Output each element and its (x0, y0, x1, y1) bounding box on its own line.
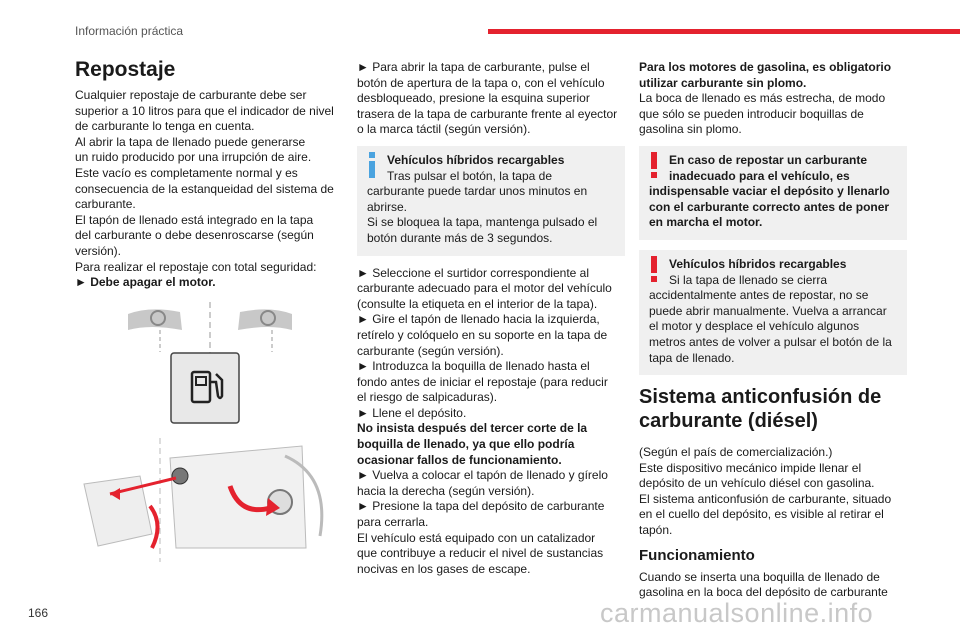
text-line: abrirse. (367, 199, 408, 214)
text-line-bold: con el carburante correcto antes de poner (649, 199, 890, 214)
text-line-bold: ► Debe apagar el motor. (75, 275, 216, 290)
text-line-bold: No insista después del tercer corte de la (357, 421, 588, 436)
info-box-hybrid (357, 146, 625, 256)
text-line: Este vacío es completamente normal y es (75, 165, 298, 180)
text-line: metros antes de volver a pulsar el botón de la (649, 334, 892, 349)
text-line-bold: Para los motores de gasolina, es obligatorio (639, 60, 892, 74)
text-line: que contribuye a reducir el nivel de sustancias (357, 546, 604, 561)
text-line: el motor y desplace el vehículo algunos (649, 319, 860, 334)
text-line: depósito de un vehículo diésel con gasolina. (639, 476, 875, 491)
text-line: hacia la derecha (según versión). (357, 483, 535, 498)
text-line: superior a 10 litros para que el indicador de nivel (75, 103, 334, 118)
text-line: para cerrarla. (357, 515, 429, 530)
column-3 (639, 60, 907, 601)
text-line: gasolina en la boca del depósito de carburante (639, 585, 888, 600)
warning-box-title: Vehículos híbridos recargables (669, 256, 847, 271)
text-line: botón durante más de 3 segundos. (367, 230, 553, 245)
text-line-bold: indispensable vaciar el depósito y llenarlo (649, 184, 890, 199)
text-line: que sólo se pueden introducir boquillas de (639, 106, 864, 121)
text-line: ► Llene el depósito. (357, 405, 467, 420)
text-line-bold: en marcha el motor. (649, 215, 763, 230)
col1-paragraph (75, 88, 343, 291)
text-line: en el cuello del depósito, es visible al retirar el (639, 507, 884, 522)
text-line: ► Introduzca la boquilla de llenado hasta el (357, 359, 590, 374)
text-line: accidentalmente antes de repostar, no se (649, 288, 869, 303)
section-title: Repostaje (75, 58, 176, 81)
text-line: de carburante lo tenga en cuenta. (75, 119, 255, 134)
section-title-anticonfusion (639, 385, 907, 433)
info-icon (365, 152, 379, 178)
text-line: tapón. (639, 523, 673, 538)
info-box-title: Vehículos híbridos recargables (387, 152, 565, 167)
warning-box-hybrid (639, 250, 907, 375)
text-line: un ruido producido por una irrupción de aire. (75, 150, 312, 165)
text-line: gasolina sin plomo. (639, 122, 742, 137)
text-line-bold: boquilla de llenado, ya que ello podría (357, 437, 575, 452)
text-line: ► Gire el tapón de llenado hacia la izquierda, (357, 312, 600, 327)
text-line: carburante (según versión). (357, 343, 504, 358)
text-line: trasera de la tapa de carburante frente al eyector (357, 106, 618, 121)
text-line: versión). (75, 243, 122, 258)
text-line: consecuencia de la estanqueidad del sistema de (75, 181, 334, 196)
text-line: Si se bloquea la tapa, mantenga pulsado el (367, 215, 598, 230)
text-line: botón de apertura de la tapa o, con el vehículo (357, 75, 605, 90)
text-line: Al abrir la tapa de llenado puede generarse (75, 134, 306, 149)
text-line-bold: En caso de repostar un carburante (669, 152, 868, 167)
text-line: Para realizar el repostaje con total seguridad: (75, 259, 317, 274)
running-head: Información práctica (75, 24, 184, 38)
fuel-door-button (170, 352, 240, 424)
text-line: El vehículo está equipado con un catalizador (357, 530, 596, 545)
warning-icon (647, 256, 661, 282)
header-accent-bar (488, 29, 960, 34)
text-line: (consulte la etiqueta en el interior de la tapa). (357, 296, 598, 311)
text-line: Este dispositivo mecánico impide llenar el (639, 460, 862, 475)
text-line-bold: utilizar carburante sin plomo. (639, 75, 807, 90)
text-line: el riesgo de salpicaduras). (357, 390, 498, 405)
text-line: carburante adecuado para el motor del vehículo (357, 281, 612, 296)
text-line-bold: ocasionar fallos de funcionamiento. (357, 452, 562, 467)
dashboard-illustration (120, 300, 300, 360)
text-line: retírelo y colóquelo en su soporte en la tapa de (357, 327, 608, 342)
arrow-close-icon (150, 506, 158, 548)
fuel-cap-illustration (80, 436, 342, 564)
watermark: carmanualsonline.info (600, 598, 874, 628)
text-line: ► Vuelva a colocar el tapón de llenado y gírelo (357, 468, 608, 483)
text-line: fondo antes de iniciar el repostaje (para reducir (357, 374, 608, 389)
text-line: puede abrir manualmente. Vuelva a arrancar (649, 303, 887, 318)
text-line: (Según el país de comercialización.) (639, 445, 833, 460)
text-line: del carburante o debe desenroscarse (según (75, 228, 314, 243)
text-line: Si la tapa de llenado se cierra (669, 272, 828, 287)
title-line: carburante (diésel) (639, 410, 818, 433)
text-line: El tapón de llenado está integrado en la tapa (75, 212, 314, 227)
title-line: Sistema anticonfusión de (639, 386, 882, 409)
text-line: Tras pulsar el botón, la tapa de (387, 168, 552, 183)
text-line: Cuando se inserta una boquilla de llenado de (639, 569, 880, 584)
text-line: Cualquier repostaje de carburante debe ser (75, 88, 307, 102)
text-line: La boca de llenado es más estrecha, de modo (639, 91, 886, 106)
text-line: tapa de llenado. (649, 350, 735, 365)
column-1 (75, 58, 343, 291)
warning-box-fuel (639, 146, 907, 240)
subsection-title: Funcionamiento (639, 546, 755, 564)
text-line: El sistema anticonfusión de carburante, situado (639, 491, 892, 506)
text-line-bold: inadecuado para el vehículo, es (669, 168, 850, 183)
text-line: nocivas en los gases de escape. (357, 561, 531, 576)
text-line: carburante puede tardar unos minutos en (367, 184, 588, 199)
text-line: ► Para abrir la tapa de carburante, pulse el (357, 60, 590, 74)
text-line: desbloqueado, presione la esquina superior (357, 91, 590, 106)
text-line: ► Presione la tapa del depósito de carburante (357, 499, 605, 514)
text-line: o la marca táctil (según versión). (357, 122, 531, 137)
column-2 (357, 60, 625, 577)
text-line: ► Seleccione el surtidor correspondiente al (357, 265, 590, 280)
text-line: carburante. (75, 197, 136, 212)
warning-icon (647, 152, 661, 178)
page-number: 166 (28, 606, 49, 620)
